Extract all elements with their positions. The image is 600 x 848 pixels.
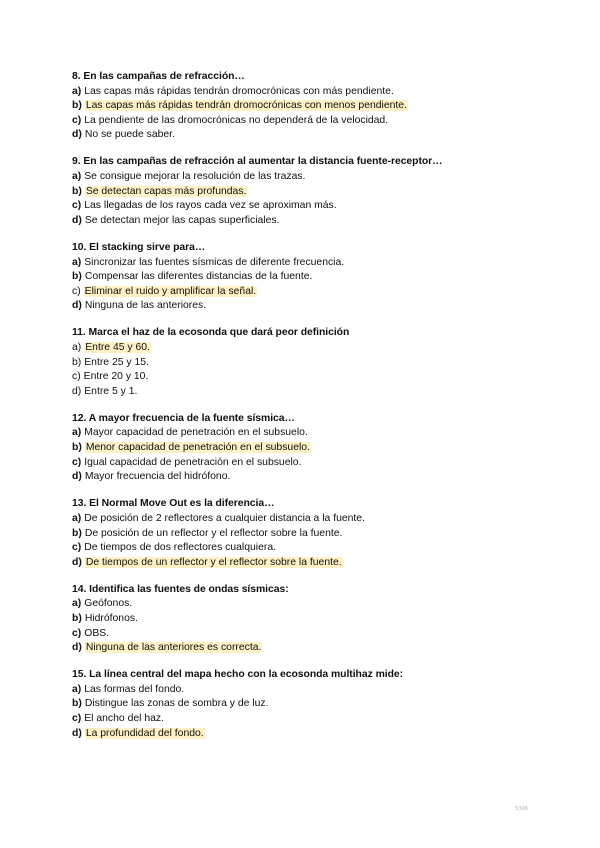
answer-option: [72, 426, 542, 441]
option-letter: c): [72, 285, 81, 297]
question-title: 15. La línea central del mapa hecho con la ecosonda multihaz mide:: [72, 669, 404, 681]
option-letter: d): [72, 129, 82, 141]
option-letter: a): [72, 598, 82, 610]
answer-option: [72, 256, 542, 271]
option-letter: a): [72, 427, 82, 439]
option-letter: d): [72, 300, 82, 312]
option-letter: c): [72, 371, 81, 383]
option-text: Geófonos.: [84, 598, 133, 610]
answer-option: [72, 356, 542, 371]
option-letter: b): [72, 613, 82, 624]
question-block: [72, 70, 542, 143]
option-letter: b): [72, 185, 82, 197]
question-block: [72, 241, 542, 314]
answer-option: [72, 641, 542, 656]
option-letter: c): [72, 713, 82, 725]
question-block: [72, 155, 542, 228]
option-letter: d): [72, 727, 82, 739]
question-title: 8. En las campañas de refracción…: [72, 71, 245, 82]
question-title: 10. El stacking sirve para…: [72, 241, 206, 253]
option-letter: a): [72, 85, 82, 97]
answer-option: [72, 627, 542, 642]
answer-option: [72, 214, 542, 229]
highlighted-answer-text: La profundidad del fondo.: [85, 727, 204, 739]
option-text: Entre 5 y 1.: [84, 385, 138, 397]
option-text: No se puede saber.: [84, 129, 175, 141]
option-letter: b): [72, 100, 82, 112]
option-letter: c): [72, 627, 82, 639]
option-letter: a): [72, 512, 82, 524]
option-letter: a): [72, 342, 82, 353]
answer-option: [72, 556, 542, 571]
option-letter: a): [72, 171, 82, 183]
answer-option: [72, 370, 542, 385]
option-letter: b): [72, 442, 82, 454]
answer-option: [72, 697, 542, 712]
option-text: De posición de un reflector y el reflector sobre la fuente.: [84, 527, 343, 539]
answer-option: [72, 597, 542, 612]
option-text: La pendiente de las dromocrónicas no dependerá de la velocidad.: [84, 114, 389, 126]
option-text: Mayor capacidad de penetración en el subsuelo.: [84, 427, 308, 439]
option-letter: b): [72, 356, 82, 368]
highlighted-answer-text: Se detectan capas más profundas.: [85, 185, 247, 197]
option-letter: c): [72, 542, 82, 554]
answer-option: [72, 270, 542, 285]
question-title: 12. A mayor frecuencia de la fuente sísmica…: [72, 412, 295, 424]
answer-option: [72, 99, 542, 114]
option-text: Mayor frecuencia del hidrófono.: [84, 471, 231, 483]
answer-option: [72, 114, 542, 129]
option-text: El ancho del haz.: [84, 713, 164, 725]
highlighted-answer-text: Menor capacidad de penetración en el subsuelo.: [85, 442, 310, 454]
answer-option: [72, 527, 542, 542]
answer-option: [72, 456, 542, 471]
option-letter: a): [72, 256, 82, 268]
highlighted-answer-text: Las capas más rápidas tendrán dromocrónicas con menos pendiente.: [85, 100, 407, 112]
option-letter: b): [72, 527, 82, 539]
option-letter: d): [72, 385, 82, 397]
option-text: Las llegadas de los rayos cada vez se aproximan más.: [84, 200, 337, 212]
option-letter: b): [72, 698, 82, 710]
option-text: Las formas del fondo.: [84, 683, 185, 695]
question-title: 14. Identifica las fuentes de ondas sísmicas:: [72, 583, 289, 595]
option-letter: d): [72, 642, 82, 654]
option-text: Entre 25 y 15.: [84, 356, 149, 368]
question-block: [72, 497, 542, 570]
option-letter: c): [72, 200, 82, 212]
option-text: Entre 20 y 10.: [83, 371, 149, 383]
question-block: [72, 583, 542, 656]
option-text: De posición de 2 reflectores a cualquier distancia a la fuente.: [84, 512, 365, 524]
option-text: Hidrófonos.: [84, 613, 138, 624]
option-letter: d): [72, 471, 82, 483]
answer-option: [72, 512, 542, 527]
option-letter: a): [72, 683, 82, 695]
option-letter: c): [72, 456, 82, 468]
highlighted-answer-text: Ninguna de las anteriores es correcta.: [85, 642, 262, 654]
highlighted-answer-text: De tiempos de un reflector y el reflector sobre la fuente.: [85, 556, 342, 568]
answer-option: [72, 727, 542, 742]
question-block: [72, 412, 542, 485]
question-block: [72, 326, 542, 399]
answer-option: [72, 612, 542, 627]
option-letter: d): [72, 556, 82, 568]
answer-option: [72, 712, 542, 727]
answer-option: [72, 299, 542, 314]
answer-option: [72, 185, 542, 200]
answer-option: [72, 85, 542, 100]
question-block: [72, 668, 542, 741]
answer-option: [72, 541, 542, 556]
answer-option: [72, 285, 542, 300]
option-text: Ninguna de las anteriores.: [84, 300, 207, 312]
option-letter: b): [72, 271, 82, 283]
answer-option: [72, 199, 542, 214]
option-text: Las capas más rápidas tendrán dromocrónicas con más pendiente.: [84, 85, 394, 97]
option-text: Se consigue mejorar la resolución de las trazas.: [84, 171, 306, 183]
highlighted-answer-text: Entre 45 y 60.: [85, 342, 150, 353]
option-text: OBS.: [84, 627, 110, 639]
document-page: [72, 70, 542, 754]
answer-option: [72, 128, 542, 143]
question-title: 13. El Normal Move Out es la diferencia…: [72, 498, 275, 510]
option-letter: d): [72, 214, 82, 226]
answer-option: [72, 470, 542, 485]
answer-option: [72, 341, 542, 356]
question-title: 11. Marca el haz de la ecosonda que dará peor definición: [72, 327, 350, 339]
page-footer-mark: 5396: [515, 806, 528, 812]
answer-option: [72, 683, 542, 698]
answer-option: [72, 441, 542, 456]
option-letter: c): [72, 114, 82, 126]
answer-option: [72, 170, 542, 185]
option-text: Sincronizar las fuentes sísmicas de diferente frecuencia.: [84, 256, 345, 268]
option-text: Igual capacidad de penetración en el subsuelo.: [84, 456, 302, 468]
option-text: Se detectan mejor las capas superficiales.: [84, 214, 280, 226]
question-title: 9. En las campañas de refracción al aumentar la distancia fuente-receptor…: [72, 156, 443, 168]
option-text: Distingue las zonas de sombra y de luz.: [84, 698, 269, 710]
option-text: De tiempos de dos reflectores cualquiera.: [84, 542, 276, 554]
highlighted-answer-text: Eliminar el ruido y amplificar la señal.: [84, 285, 257, 297]
answer-option: [72, 385, 542, 400]
option-text: Compensar las diferentes distancias de la fuente.: [84, 271, 313, 283]
